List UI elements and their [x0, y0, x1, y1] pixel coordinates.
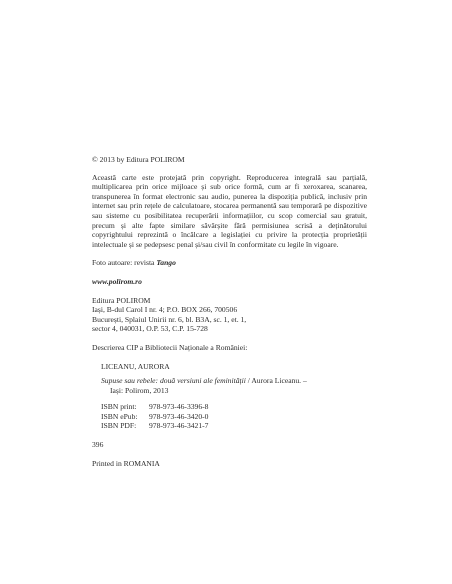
copyright-line: © 2013 by Editura POLIROM: [92, 155, 185, 164]
publisher-address: [92, 296, 367, 334]
isbn-row: [101, 412, 367, 422]
isbn-list: [101, 402, 367, 431]
classification-code: 396: [92, 440, 104, 450]
legal-notice: Această carte este protejată prin copyright. Reproducerea integrală sau parțială, multiplicarea prin orice mijloace și sub orice formă, cum ar fi xeroxarea, scanarea, transpunerea în format electronic sau audio, punerea la dispoziția publică, inclusiv prin internet sau prin rețele de calculatoare, stocarea permanentă sau temporară pe dispozitive sau sisteme cu posibilitatea recuperării informațiilor, cu scop comercial sau gratuit, precum și alte fapte similare săvârșite fără permisiunea scrisă a deținătorului copyrightului reprezintă o încălcare a legislației cu privire la protecția proprietății intelectuale și se pedepsesc penal și/sau civil în conformitate cu legile în vigoare.: [92, 172, 367, 249]
cip-imprint: Iași: Polirom, 2013: [110, 385, 169, 395]
cip-author: LICEANU, AURORA: [101, 361, 170, 371]
isbn-value: 978-973-46-3421-7: [149, 421, 209, 431]
address-line: București, Splaiul Unirii nr. 6, bl. B3A, sc. 1, et. 1,: [92, 314, 247, 324]
photo-credit-label: Foto autoare: revista: [92, 258, 155, 268]
address-line: sector 4, 040031, O.P. 53, C.P. 15-728: [92, 324, 208, 334]
photo-credit-source: Tango: [156, 258, 176, 268]
photo-credit: [92, 258, 367, 268]
cip-book-title: Supuse sau rebele: două versiuni ale feminității: [101, 376, 246, 386]
address-line: Editura POLIROM: [92, 295, 151, 305]
publisher-website: www.polirom.ro: [92, 276, 142, 286]
isbn-label: ISBN print:: [101, 402, 137, 412]
cip-description: [101, 376, 367, 395]
isbn-value: 978-973-46-3420-0: [149, 411, 209, 421]
address-line: Iași, B-dul Carol I nr. 4; P.O. BOX 266, 700506: [92, 305, 238, 315]
isbn-label: ISBN ePub:: [101, 411, 138, 421]
cip-statement: / Aurora Liceanu. –: [245, 376, 307, 386]
isbn-label: ISBN PDF:: [101, 421, 137, 431]
cip-record: [92, 362, 367, 432]
isbn-row: [101, 421, 367, 431]
isbn-row: [101, 402, 367, 412]
cip-title: Descrierea CIP a Bibliotecii Naționale a României:: [92, 342, 248, 352]
copyright-page: [92, 155, 367, 468]
printed-in: Printed in ROMANIA: [92, 458, 160, 468]
isbn-value: 978-973-46-3396-8: [149, 402, 209, 412]
